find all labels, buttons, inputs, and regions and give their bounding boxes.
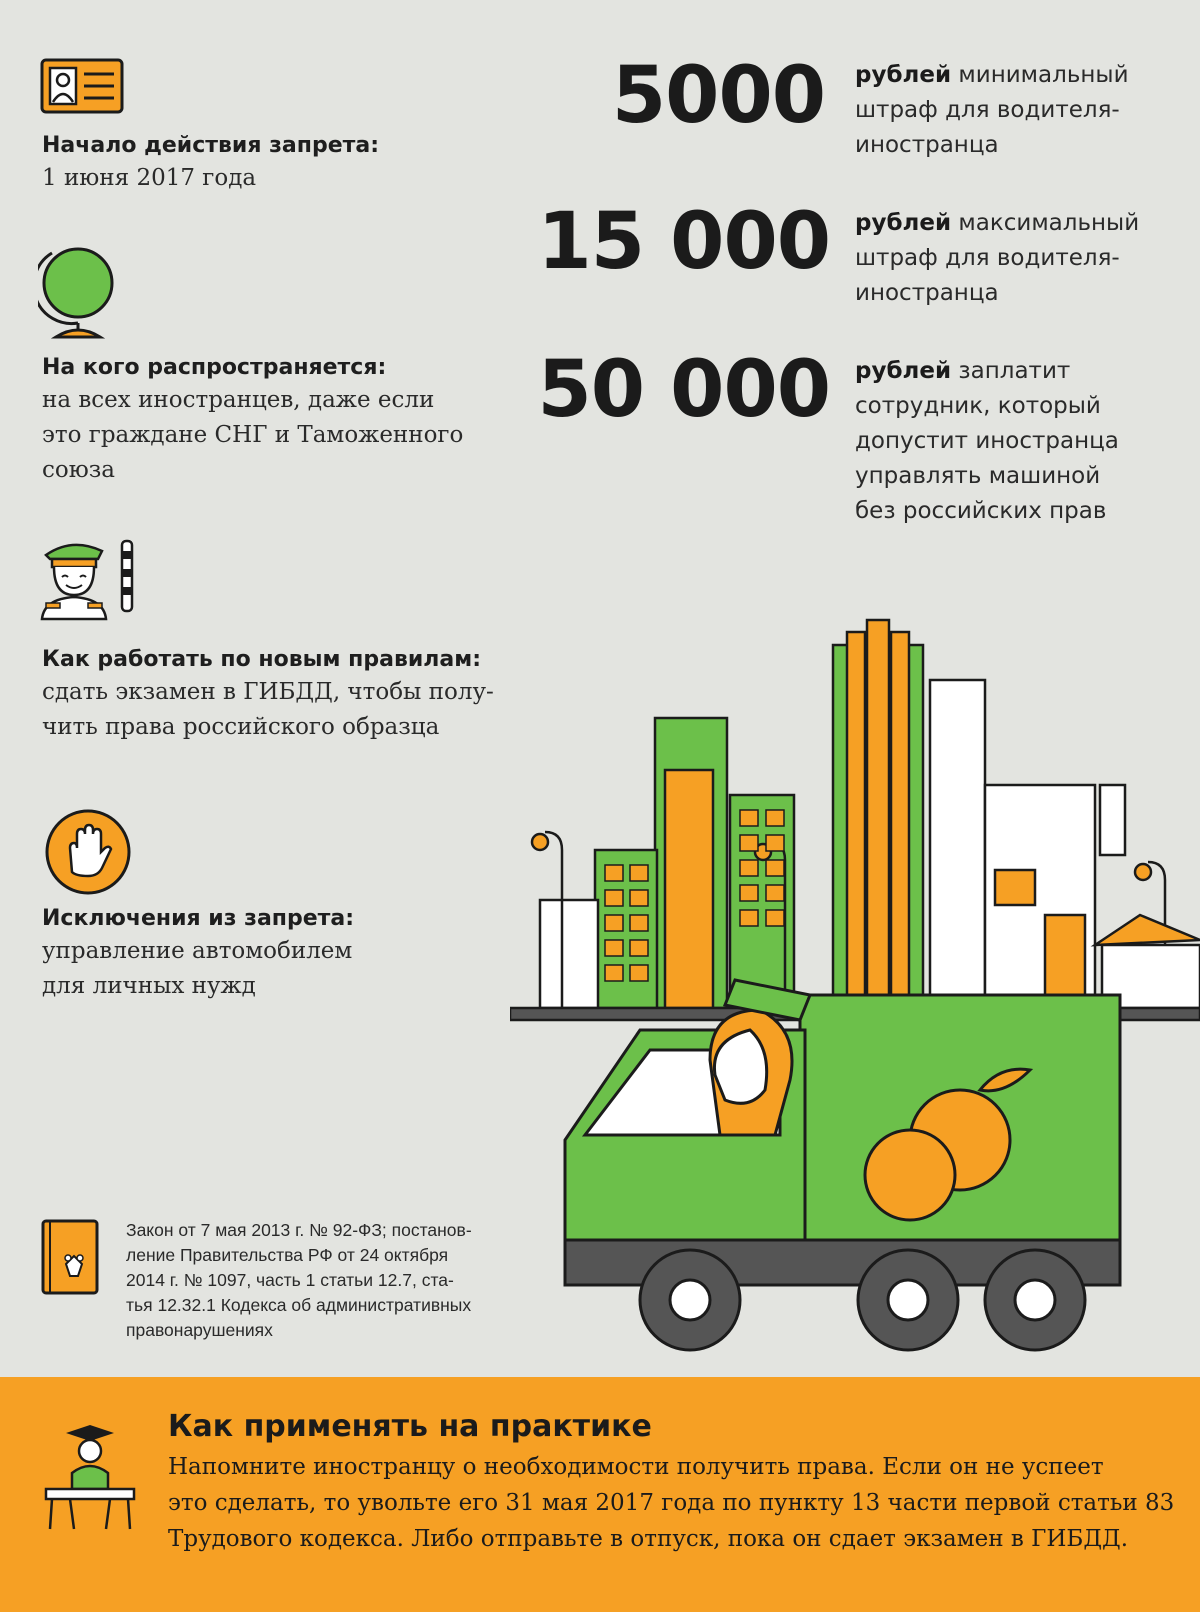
teacher-desk-icon (44, 1423, 136, 1533)
law-line: ление Правительства РФ от 24 октября (126, 1245, 449, 1265)
section-exceptions (42, 904, 522, 1004)
law-line: правонарушениях (126, 1320, 273, 1340)
section-heading: Исключения из запрета: (42, 906, 355, 931)
fact-unit: рублей (855, 210, 952, 236)
fact-line: иностранца (855, 132, 999, 158)
section-heading: Начало действия запрета: (42, 133, 380, 158)
fact-unit: рублей (855, 62, 952, 88)
fact-line: штраф для водителя- (855, 245, 1120, 271)
practice-banner (0, 1377, 1200, 1612)
law-line: 2014 г. № 1097, часть 1 статьи 12.7, ста- (126, 1270, 454, 1290)
fact-line: штраф для водителя- (855, 97, 1120, 123)
practice-line: это сделать, то увольте его 31 мая 2017 года по пункту 13 части первой статьи 83 (168, 1490, 1175, 1516)
fact-number-min-fine: 5000 (611, 51, 825, 141)
section-line: это граждане СНГ и Таможенного (42, 422, 464, 448)
traffic-officer-icon (38, 533, 138, 623)
practice-line: Напомните иностранцу о необходимости получить права. Если он не успеет (168, 1454, 1104, 1480)
fact-line: минимальный (958, 62, 1129, 88)
section-line: союза (42, 457, 116, 483)
section-line: управление автомобилем (42, 938, 353, 964)
section-scope (42, 353, 522, 488)
section-line: 1 июня 2017 года (42, 165, 257, 191)
fact-description (855, 58, 1195, 163)
stop-hand-icon (44, 808, 134, 898)
fact-line: допустит иностранца (855, 428, 1119, 454)
section-line: для личных нужд (42, 973, 256, 999)
fact-line: максимальный (958, 210, 1140, 236)
city-truck-illustration (510, 610, 1200, 1370)
fact-line: сотрудник, который (855, 393, 1101, 419)
section-heading: На кого распространяется: (42, 355, 387, 380)
law-line: тья 12.32.1 Кодекса об административных (126, 1295, 472, 1315)
fact-description (855, 354, 1195, 529)
fact-line: без российских прав (855, 498, 1107, 524)
section-start-date (42, 131, 522, 196)
section-line: чить права российского образца (42, 714, 440, 740)
section-line: на всех иностранцев, даже если (42, 387, 435, 413)
section-line: сдать экзамен в ГИБДД, чтобы полу- (42, 679, 494, 705)
law-book-icon (40, 1218, 102, 1298)
fact-line: иностранца (855, 280, 999, 306)
fact-number-max-fine: 15 000 (537, 197, 830, 287)
fact-line: управлять машиной (855, 463, 1101, 489)
fact-unit: рублей (855, 358, 952, 384)
fact-line: заплатит (958, 358, 1071, 384)
practice-line: Трудового кодекса. Либо отправьте в отпуск, пока он сдает экзамен в ГИБДД. (168, 1526, 1129, 1552)
section-heading: Как работать по новым правилам: (42, 647, 482, 672)
practice-title: Как применять на практике (168, 1409, 652, 1444)
fact-number-employer-fine: 50 000 (537, 345, 830, 435)
fact-description (855, 206, 1195, 311)
globe-icon (38, 245, 118, 340)
law-note (126, 1218, 556, 1343)
practice-text (168, 1449, 1188, 1557)
law-line: Закон от 7 мая 2013 г. № 92-ФЗ; постанов- (126, 1220, 472, 1240)
section-new-rules (42, 645, 562, 745)
id-card-icon (40, 58, 126, 116)
